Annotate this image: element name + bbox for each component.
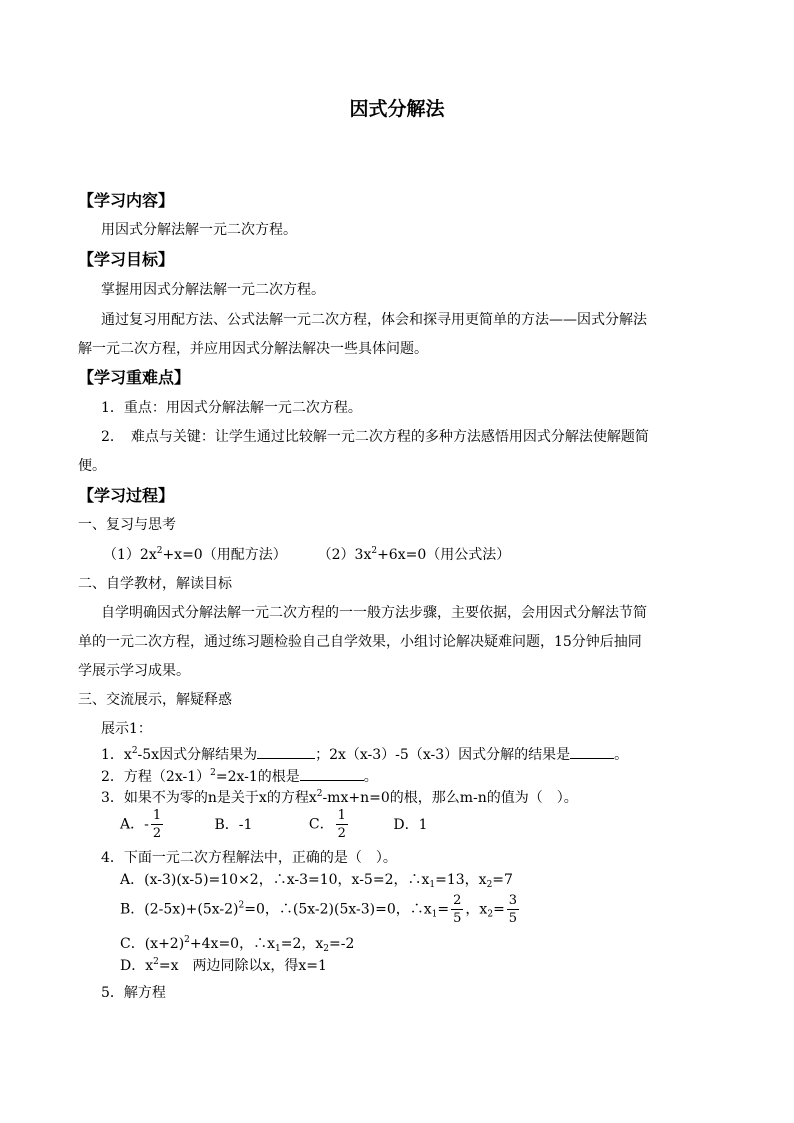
problem-3: 3．如果不为零的n是关于x的方程$x^2-mx+n=0$的根，那么m-n的值为（ ）。 xyxy=(101,789,578,806)
problem-3-options xyxy=(120,809,428,840)
problem-4-option-b: B．$(2-5x)+(5x-2)^2=0$，∴(5x-2)(5x-3)=0，$\therefore x_1=$ $\frac{2}{5}$ ，$x_2=$ $\frac{3}{5}$ xyxy=(120,893,518,926)
keypoint-2-line2: 便。 xyxy=(78,458,106,474)
option-a: A．- $\frac{1}{2}$ xyxy=(120,808,162,841)
section-heading-content: 【学习内容】 xyxy=(78,191,175,210)
goal-2-line2: 解一元二次方程，并应用因式分解法解决一些具体问题。 xyxy=(78,341,428,357)
keypoint-1: 1．重点：用因式分解法解一元二次方程。 xyxy=(101,400,362,416)
problem-2: 2．方程$(2x-1)^2=2x-1$的根是 。 xyxy=(101,768,378,785)
problem-1: 1．$x^2-5x$因式分解结果为 ；2x（x-3）-5（x-3）因式分解的结果是 。 xyxy=(101,746,629,763)
goal-2-line1: 通过复习用配方法、公式法解一元二次方程，体会和探寻用更简单的方法——因式分解法 xyxy=(101,312,647,328)
selfstudy-heading: 二、自学教材，解读目标 xyxy=(78,576,232,592)
problem-4: 4．下面一元二次方程解法中，正确的是（ ）。 xyxy=(101,850,397,866)
exchange-heading: 三、交流展示，解疑释惑 xyxy=(78,692,232,708)
option-b: B．-1 xyxy=(214,816,253,833)
problem-4-option-a: A．(x-3)(x-5)=10×2，∴x-3=10，x-5=2，$\therefore x_1=13$，$x_2=7$ xyxy=(120,872,513,890)
selfstudy-line2: 单的一元二次方程，通过练习题检验自己自学效果，小组讨论解决疑难问题，15分钟后抽同 xyxy=(78,634,642,650)
section-heading-process: 【学习过程】 xyxy=(78,486,175,505)
section-heading-keypoints: 【学习重难点】 xyxy=(78,368,191,387)
selfstudy-line3: 学展示学习成果。 xyxy=(78,663,190,679)
content-text: 用因式分解法解一元二次方程。 xyxy=(101,222,297,238)
option-c: C． $\frac{1}{2}$ xyxy=(308,808,346,841)
keypoint-2-line1: 2． 难点与关键：让学生通过比较解一元二次方程的多种方法感悟用因式分解法使解题简 xyxy=(101,429,649,445)
goal-1: 掌握用因式分解法解一元二次方程。 xyxy=(101,282,325,298)
page-title: 因式分解法 xyxy=(349,98,445,120)
problem-5: 5．解方程 xyxy=(101,985,166,1001)
option-d: D．1 xyxy=(393,816,428,833)
problem-4-option-c: C．$(x+2)^2+4x=0$，$\therefore x_1=2$，$x_2=-2$ xyxy=(120,935,355,954)
selfstudy-line1: 自学明确因式分解法解一元二次方程的一一般方法步骤，主要依据，会用因式分解法节简 xyxy=(101,605,647,621)
answer-blank[interactable] xyxy=(570,746,614,759)
answer-blank[interactable] xyxy=(300,768,364,781)
answer-blank[interactable] xyxy=(257,746,315,759)
show-label: 展示1： xyxy=(101,721,152,737)
review-heading: 一、复习与思考 xyxy=(78,517,176,533)
review-questions: $(1)2x^2+x=0$（用配方法） $(2)3x^2+6x=0$（用公式法） xyxy=(103,546,511,563)
problem-4-option-d: D．$x^2=x$ 两边同除以x，得x=1 xyxy=(120,957,327,974)
section-heading-goals: 【学习目标】 xyxy=(78,250,175,269)
